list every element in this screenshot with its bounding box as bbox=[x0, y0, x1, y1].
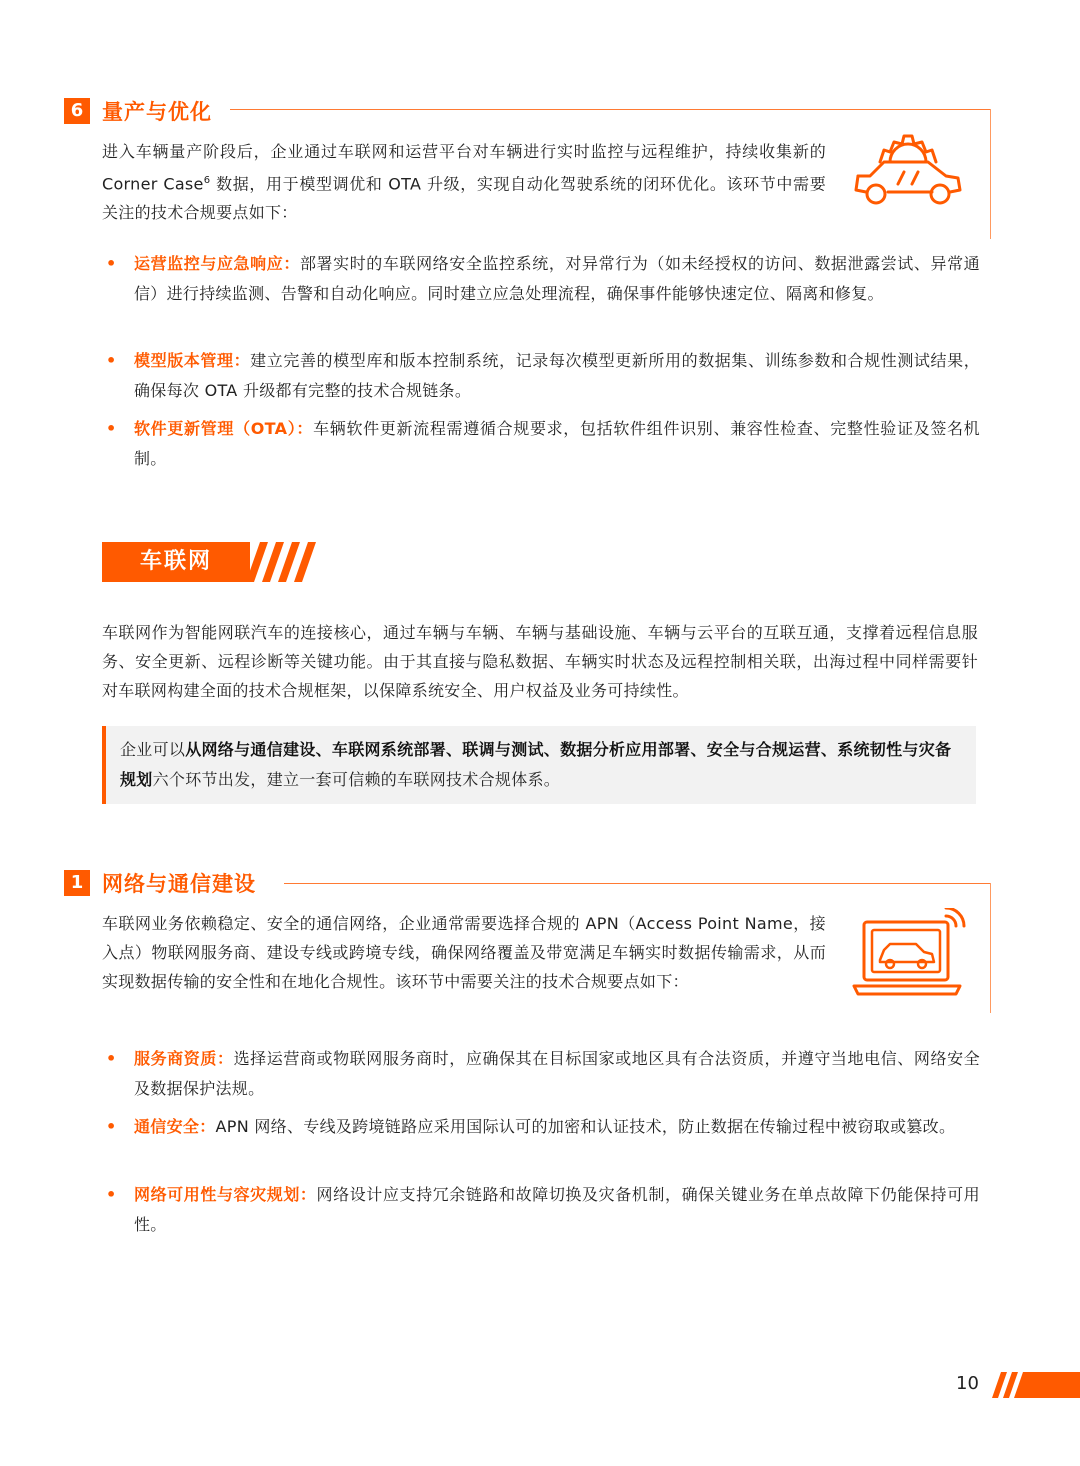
section-1-intro: 车联网业务依赖稳定、安全的通信网络，企业通常需要选择合规的 APN（Access Point Name，接入点）物联网服务商、建设专线或跨境专线，确保网络覆盖及带宽满足车辆实时数据传输需求，从而实现数据传输的安全性和在地化合规性。该环节中需要关注的技术合规要点如下： bbox=[102, 914, 826, 991]
bullet-dot: • bbox=[106, 351, 117, 370]
chapter-title: 车联网 bbox=[139, 549, 212, 574]
list-item: • 模型版本管理：建立完善的模型库和版本控制系统，记录每次模型更新所用的数据集、训练参数和合规性测试结果，确保每次 OTA 升级都有完整的技术合规链条。 bbox=[106, 346, 980, 406]
footer-stripes-icon bbox=[992, 1372, 1080, 1398]
banner-stripes-icon bbox=[246, 542, 316, 582]
section-6-side-rule bbox=[990, 109, 991, 239]
bullet-dot: • bbox=[106, 419, 117, 438]
chapter-banner bbox=[102, 542, 250, 582]
callout-text: 企业可以从网络与通信建设、车联网系统部署、联调与测试、数据分析应用部署、安全与合规运营、系统韧性与灾备规划六个环节出发，建立一套可信赖的车联网技术合规体系。 bbox=[120, 740, 952, 789]
section-6-intro: 进入车辆量产阶段后，企业通过车联网和运营平台对车辆进行实时监控与远程维护，持续收集新的 Corner Case$^6$ 数据，用于模型调优和 OTA 升级，实现自动化驾驶系统的闭环优化。该环节中需要关注的技术合规要点如下： bbox=[102, 142, 826, 223]
callout-box bbox=[102, 726, 976, 804]
bullet-dot: • bbox=[106, 1117, 117, 1136]
connected-car-laptop-icon bbox=[850, 908, 968, 998]
bullet-dot: • bbox=[106, 254, 117, 273]
bullet-dot: • bbox=[106, 1049, 117, 1068]
list-item: • 网络可用性与容灾规划：网络设计应支持冗余链路和故障切换及灾备机制，确保关键业务在单点故障下仍能保持可用性。 bbox=[106, 1180, 980, 1240]
section-1-rule bbox=[284, 883, 990, 884]
section-number: 6 bbox=[64, 98, 90, 124]
section-title: 量产与优化 bbox=[102, 100, 212, 124]
section-1-side-rule bbox=[990, 883, 991, 1013]
section-6-rule bbox=[230, 109, 990, 110]
list-item: • 服务商资质：选择运营商或物联网服务商时，应确保其在目标国家或地区具有合法资质，并遵守当地电信、网络安全及数据保护法规。 bbox=[106, 1044, 980, 1104]
car-gear-icon bbox=[850, 132, 966, 210]
bullet-dot: • bbox=[106, 1185, 117, 1204]
list-item: • 软件更新管理（OTA）：车辆软件更新流程需遵循合规要求，包括软件组件识别、兼容性检查、完整性验证及签名机制。 bbox=[106, 414, 980, 474]
section-number: 1 bbox=[64, 870, 90, 896]
page-number: 10 bbox=[956, 1373, 979, 1394]
section-title: 网络与通信建设 bbox=[102, 872, 256, 896]
list-item: • 通信安全：APN 网络、专线及跨境链路应采用国际认可的加密和认证技术，防止数据在传输过程中被窃取或篡改。 bbox=[106, 1112, 980, 1142]
iov-intro: 车联网作为智能网联汽车的连接核心，通过车辆与车辆、车辆与基础设施、车辆与云平台的互联互通，支撑着远程信息服务、安全更新、远程诊断等关键功能。由于其直接与隐私数据、车辆实时状态及远程控制相关联，出海过程中同样需要针对车联网构建全面的技术合规框架，以保障系统安全、用户权益及业务可持续性。 bbox=[102, 623, 978, 700]
list-item: • 运营监控与应急响应：部署实时的车联网络安全监控系统，对异常行为（如未经授权的访问、数据泄露尝试、异常通信）进行持续监测、告警和自动化响应。同时建立应急处理流程，确保事件能够快速定位、隔离和修复。 bbox=[106, 249, 980, 309]
